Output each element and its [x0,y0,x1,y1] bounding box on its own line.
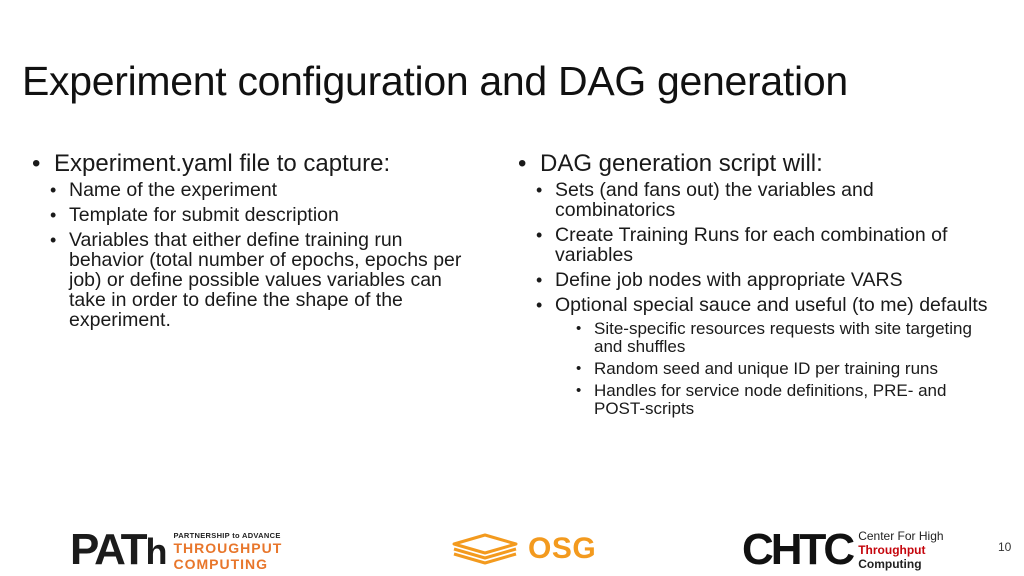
path-logo-h: h [145,531,166,572]
path-logo-main: PAT [70,525,146,574]
slide-footer [0,522,1024,576]
page-number: 10 [998,540,1012,554]
path-logo [70,525,283,574]
left-column [32,150,462,335]
left-item: • Template for submit description [32,205,462,225]
path-logo-line2: COMPUTING [173,556,269,572]
path-logo-tagline: PARTNERSHIP to ADVANCE [173,531,281,540]
left-heading: • Experiment.yaml file to capture: [32,150,462,177]
right-heading: • DAG generation script will: [518,150,988,177]
right-item: • Create Training Runs for each combination of variables [518,225,988,265]
right-column [518,150,988,422]
path-logo-line1: THROUGHPUT [173,540,283,556]
right-subitem: • Handles for service node definitions, PRE- and POST-scripts [518,382,988,418]
right-item: • Define job nodes with appropriate VARS [518,270,988,290]
left-item: • Variables that either define training run behavior (total number of epochs, epochs per job) or define possible values variables can take in order to define the shape of the experiment. [32,230,462,330]
chtc-logo-main: CHTC [742,525,853,574]
right-subitem: • Random seed and unique ID per training runs [518,360,988,378]
osg-logo-text: OSG [528,532,597,565]
chtc-logo-line1: Center For High [858,529,944,543]
chtc-logo-line2: Throughput [858,543,926,557]
right-item: • Sets (and fans out) the variables and combinatorics [518,180,988,220]
layered-stack-icon [450,532,520,566]
osg-logo [450,532,596,566]
slide-title: Experiment configuration and DAG generation [22,58,848,104]
right-subitem: • Site-specific resources requests with site targeting and shuffles [518,320,988,356]
chtc-logo [742,525,944,574]
chtc-logo-line3: Computing [858,557,922,571]
left-item: • Name of the experiment [32,180,462,200]
right-item: • Optional special sauce and useful (to me) defaults [518,295,988,315]
